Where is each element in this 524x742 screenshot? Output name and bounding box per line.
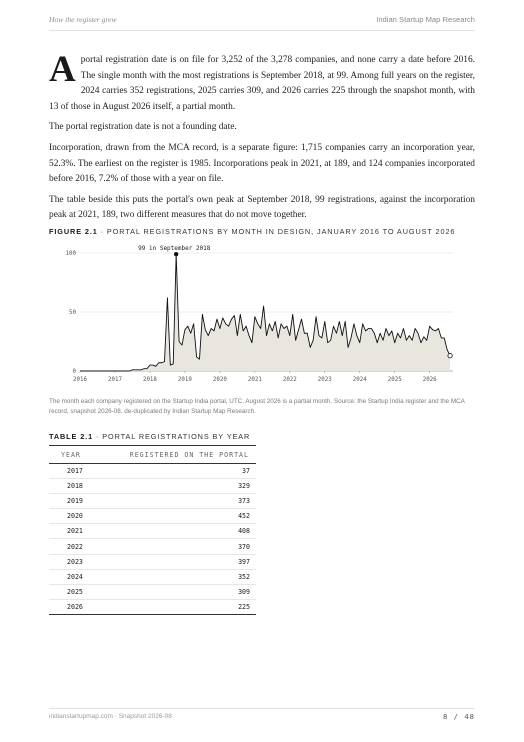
running-head <box>49 15 475 29</box>
table-title: · PORTAL REGISTRATIONS BY YEAR <box>93 432 251 441</box>
x-tick-label: 2017 <box>107 377 122 383</box>
table-row <box>49 524 256 539</box>
paragraph-3: Incorporation, drawn from the MCA record, is a separate figure: 1,715 companies carry an incorporation year, 52.3%. The earliest on the register is 1985. Incorporations peak in 2021, at 189, and 124 companies incorporated before 2016, 7.2% of those with a year on file. <box>49 142 475 185</box>
publication-name: Indian Startup Map Research <box>376 15 475 24</box>
registrations-chart <box>49 240 475 388</box>
table-header-row <box>49 446 256 464</box>
paragraph-1 <box>49 49 475 115</box>
cell-year: 2021 <box>49 524 98 539</box>
cell-registrations: 309 <box>98 584 256 599</box>
cell-year: 2025 <box>49 584 98 599</box>
x-tick-label: 2021 <box>247 377 262 383</box>
cell-registrations: 225 <box>98 599 256 614</box>
x-tick-label: 2025 <box>387 377 402 383</box>
x-tick-label: 2018 <box>142 377 157 383</box>
cell-year: 2024 <box>49 569 98 584</box>
figure-title: · PORTAL REGISTRATIONS BY MONTH IN DESIGN, JANUARY 2016 TO AUGUST 2026 <box>97 227 456 236</box>
x-tick-label: 2019 <box>177 377 192 383</box>
y-tick-label: 100 <box>65 251 76 258</box>
page-number: 8 / 48 <box>443 712 475 721</box>
footer-site: indianstartupmap.com · Snapshot 2026-08 <box>49 713 172 720</box>
cell-registrations: 373 <box>98 494 256 509</box>
cell-registrations: 329 <box>98 479 256 494</box>
footer-rule <box>49 708 475 709</box>
table-row <box>49 539 256 554</box>
chapter-title: How the register grew <box>49 15 117 24</box>
x-tick-label: 2023 <box>317 377 332 383</box>
chart-svg <box>49 240 475 388</box>
y-tick-label: 0 <box>72 369 76 376</box>
cell-registrations: 452 <box>98 509 256 524</box>
x-tick-label: 2024 <box>352 377 367 383</box>
cell-year: 2026 <box>49 599 98 614</box>
cell-registrations: 408 <box>98 524 256 539</box>
x-tick-label: 2022 <box>282 377 297 383</box>
table-row <box>49 494 256 509</box>
cell-year: 2022 <box>49 539 98 554</box>
cell-registrations: 397 <box>98 554 256 569</box>
cell-registrations: 37 <box>98 464 256 479</box>
table-body <box>49 464 256 615</box>
peak-annotation: 99 in September 2018 <box>138 245 211 253</box>
table-caption <box>49 432 250 441</box>
cell-year: 2017 <box>49 464 98 479</box>
cell-year: 2018 <box>49 479 98 494</box>
x-tick-label: 2016 <box>73 377 87 383</box>
peak-point <box>174 252 178 256</box>
x-tick-label: 2026 <box>422 377 437 383</box>
cell-registrations: 370 <box>98 539 256 554</box>
area-fill <box>80 254 450 371</box>
paragraph-2: The portal registration date is not a founding date. <box>49 122 237 133</box>
table-row <box>49 479 256 494</box>
column-header-year: YEAR <box>49 446 98 464</box>
drop-cap: A <box>49 49 76 90</box>
header-rule <box>49 30 475 31</box>
figure-source-note: The month each company registered on the Startup India portal, UTC. August 2026 is a partial month. Source: the Startup India register and the MCA record, snapshot 2026-08, de-duplicated by Indian Startup Map Research. <box>49 398 465 416</box>
registrations-table <box>49 445 256 615</box>
table-row <box>49 554 256 569</box>
column-header-registered: REGISTERED ON THE PORTAL <box>98 446 256 464</box>
x-tick-label: 2020 <box>212 377 227 383</box>
cell-year: 2020 <box>49 509 98 524</box>
figure-caption <box>49 227 455 236</box>
cell-registrations: 352 <box>98 569 256 584</box>
y-tick-label: 50 <box>69 310 76 317</box>
cell-year: 2023 <box>49 554 98 569</box>
table-row <box>49 599 256 614</box>
paragraph-1-text: portal registration date is on file for 3,252 of the 3,278 companies, and none carry a date before 2016. The single month with the most registrations is September 2018, at 99. Among full years on the register, 2024 carries 352 registrations, 2025 carries 309, and 2026 carries 225 through the snapshot month, with 13 of those in August 2026 itself, a partial month. <box>49 55 475 112</box>
table-number: TABLE 2.1 <box>49 432 94 441</box>
table-row <box>49 464 256 479</box>
cell-year: 2019 <box>49 494 98 509</box>
figure-number: FIGURE 2.1 <box>49 227 98 236</box>
body-text <box>49 49 475 229</box>
table-row <box>49 584 256 599</box>
table-row <box>49 569 256 584</box>
table-row <box>49 509 256 524</box>
partial-month-point <box>448 353 452 357</box>
paragraph-4: The table beside this puts the portal's own peak at September 2018, 99 registrations, against the incorporation peak at 2021, 189, two different measures that do not move together. <box>49 194 475 221</box>
